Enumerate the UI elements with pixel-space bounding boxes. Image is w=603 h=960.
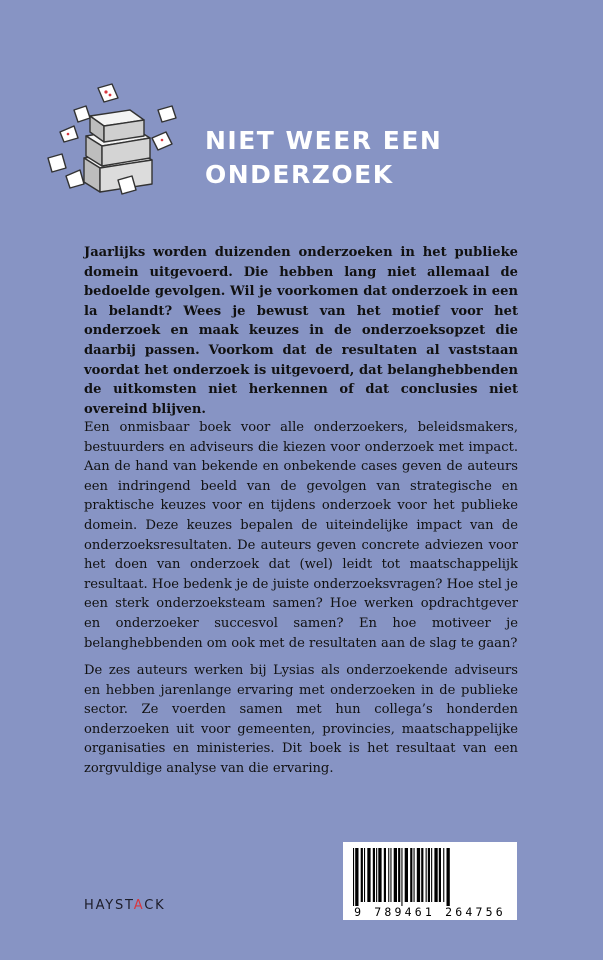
barcode-bar xyxy=(361,848,363,902)
publisher-name-accent: A xyxy=(133,898,145,913)
barcode-bar xyxy=(355,848,358,906)
barcode-bar xyxy=(439,848,441,902)
barcode-bar xyxy=(428,848,430,902)
barcode-bar xyxy=(398,848,400,902)
barcode-bar xyxy=(373,848,375,902)
isbn-barcode xyxy=(343,842,517,920)
barcode-bar xyxy=(367,848,370,902)
barcode-number: 9 789461 264756 xyxy=(354,905,506,919)
barcode-bar xyxy=(447,848,450,906)
barcode-bar xyxy=(417,848,420,902)
authors-paragraph: De zes auteurs werken bij Lysias als onderzoekende adviseurs en hebben jarenlange ervaring met onderzoeken in de publieke sector. Ze voerden samen met hun collega’s honderden onderzoeken uit voor gemeenten, provincies, maatschappelijke organisaties en ministeries. Dit boek is het resultaat van een zorgvuldige analyse van die ervaring. xyxy=(84,663,518,777)
barcode-bar xyxy=(431,848,432,902)
book-title xyxy=(205,124,565,192)
barcode-bar xyxy=(388,848,389,902)
barcode-bar xyxy=(421,848,423,902)
publisher-name-suffix: CK xyxy=(144,898,166,913)
intro-paragraph: Jaarlijks worden duizenden onderzoeken in het publieke domein uitgevoerd. Die hebben lang niet allemaal de bedoelde gevolgen. Wil je voorkomen dat onderzoek in een la belandt? Wees je bewust van het motief voor het onderzoek en maak keuzes in de onderzoeksopzet die daarbij passen. Voorkom dat de resultaten al vaststaan voordat het onderzoek is uitgevoerd, dat belanghebbenden de uitkomsten niet herkennen of dat conclusies niet overeind blijven. xyxy=(84,245,518,417)
barcode-bar xyxy=(401,848,402,906)
barcode-bar xyxy=(405,848,408,902)
publisher-logo xyxy=(84,898,165,913)
barcode-bar xyxy=(384,848,386,902)
barcode-bar xyxy=(414,848,415,902)
barcode-bar xyxy=(390,848,391,902)
description-paragraph: Een onmisbaar boek voor alle onderzoekers, beleidsmakers, bestuurders en adviseurs die kiezen voor onderzoek met impact. Aan de hand van bekende en onbekende cases geven de auteurs een indringend beeld van de gevolgen van strategische en praktische keuzes voor en tijdens onderzoek voor het publieke domein. Deze keuzes bepalen de uiteindelijke impact van de onderzoeksresultaten. De auteurs geven concrete adviezen voor het doen van onderzoek dat (wel) leidt tot maatschappelijk resultaat. Hoe bedenk je de juiste onderzoeksvragen? Hoe stel je een sterk onderzoeksteam samen? Hoe werken opdrachtgever en onderzoeker succesvol samen? En hoe motiveer je belanghebbenden om ook met de resultaten aan de slag te gaan? xyxy=(84,420,518,651)
barcode-bar xyxy=(364,848,365,902)
stack-of-papers-icon xyxy=(40,80,190,200)
barcode-bar xyxy=(376,848,377,902)
publisher-name-prefix: HAYST xyxy=(84,898,134,913)
barcode-bar xyxy=(443,848,444,902)
book-title-line-2: ONDERZOEK xyxy=(205,160,394,189)
barcode-bar xyxy=(394,848,397,902)
barcode-bar xyxy=(434,848,437,902)
barcode-bar xyxy=(426,848,427,902)
barcode-bar xyxy=(353,848,354,906)
barcode-bar xyxy=(410,848,412,902)
barcode-bar xyxy=(378,848,381,902)
book-title-line-1: NIET WEER EEN xyxy=(205,126,443,155)
